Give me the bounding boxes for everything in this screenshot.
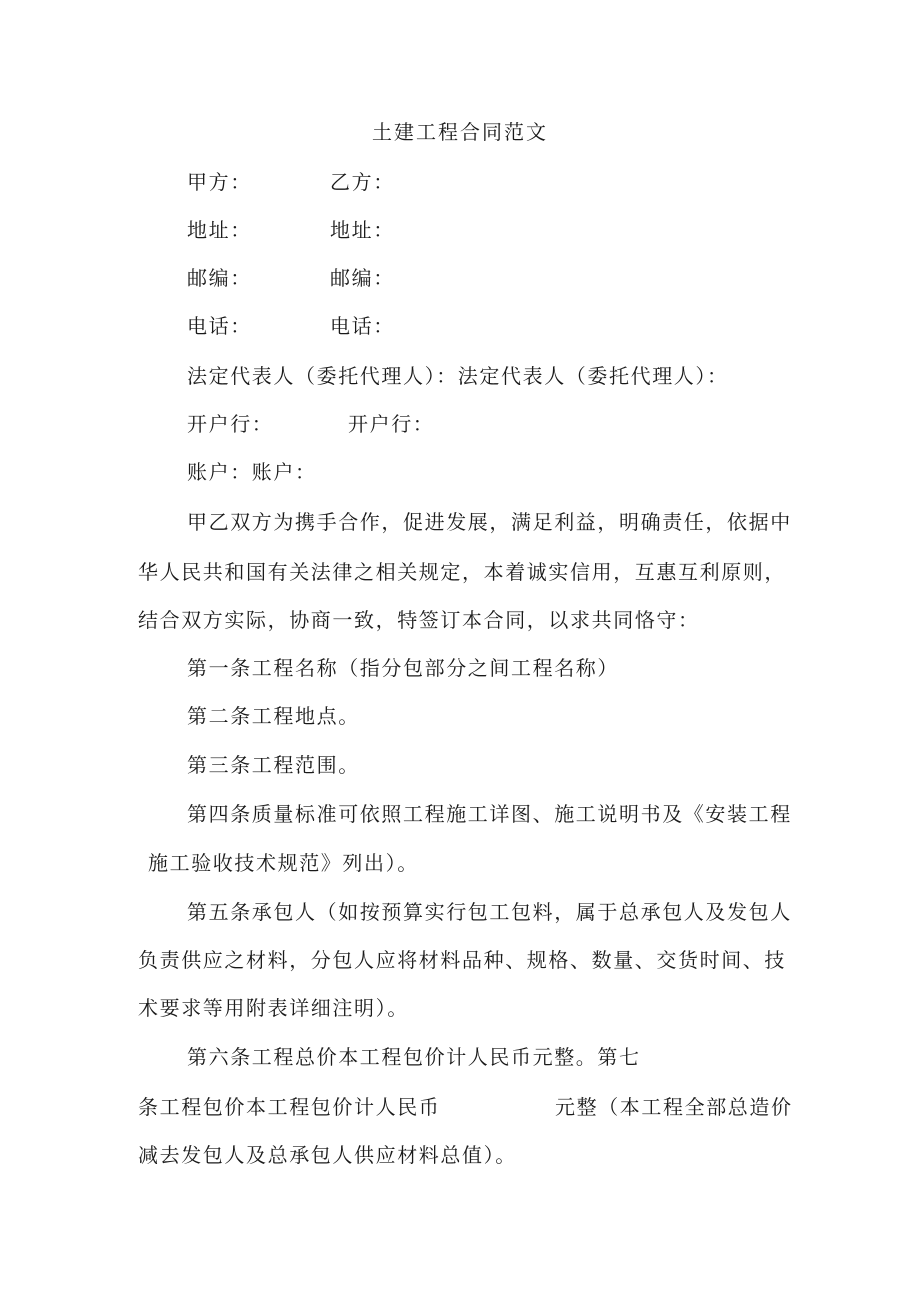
article-4-line-1: 第四条质量标准可依照工程施工详图、施工说明书及《安装工程: [187, 802, 792, 826]
preamble-line-1: 甲乙双方为携手合作，促进发展，满足利益，明确责任，依据中: [187, 510, 792, 534]
address-a-label: 地址：: [187, 218, 252, 242]
article-7-line-1-left: 条工程包价本工程包价计人民币: [138, 1095, 441, 1119]
article-5-line-3: 术要求等用附表详细注明）。: [138, 996, 409, 1020]
address-b-label: 地址：: [330, 218, 395, 242]
article-7-line-2: 减去发包人及总承包人供应材料总值）。: [138, 1143, 517, 1167]
document-title: 土建工程合同范文: [372, 120, 548, 144]
article-6-line: 第六条工程总价本工程包价计人民币元整。第七: [187, 1045, 641, 1069]
article-3: 第三条工程范围。: [187, 753, 360, 777]
postcode-b-label: 邮编：: [330, 266, 395, 290]
article-1: 第一条工程名称（指分包部分之间工程名称）: [187, 656, 619, 680]
article-7-line-1-right: 元整（本工程全部总造价: [555, 1095, 793, 1119]
bank-a-label: 开户行：: [187, 412, 274, 436]
article-2: 第二条工程地点。: [187, 704, 360, 728]
postcode-a-label: 邮编：: [187, 266, 252, 290]
phone-a-label: 电话：: [187, 314, 252, 338]
article-4-line-2: 施工验收技术规范》列出）。: [148, 851, 419, 875]
party-a-label: 甲方：: [187, 170, 252, 194]
party-b-label: 乙方：: [330, 170, 395, 194]
phone-b-label: 电话：: [330, 314, 395, 338]
bank-b-label: 开户行：: [348, 412, 435, 436]
preamble-line-3: 结合双方实际，协商一致，特签订本合同，以求共同恪守：: [138, 608, 700, 632]
article-5-line-2: 负责供应之材料，分包人应将材料品种、规格、数量、交货时间、技: [138, 948, 786, 972]
preamble-line-2: 华人民共和国有关法律之相关规定，本着诚实信用，互惠互利原则，: [138, 560, 786, 584]
account-line: 账户：账户：: [187, 460, 317, 484]
article-5-line-1: 第五条承包人（如按预算实行包工包料，属于总承包人及发包人: [187, 900, 792, 924]
legal-representative-line: 法定代表人（委托代理人）：法定代表人（委托代理人）：: [187, 364, 729, 388]
